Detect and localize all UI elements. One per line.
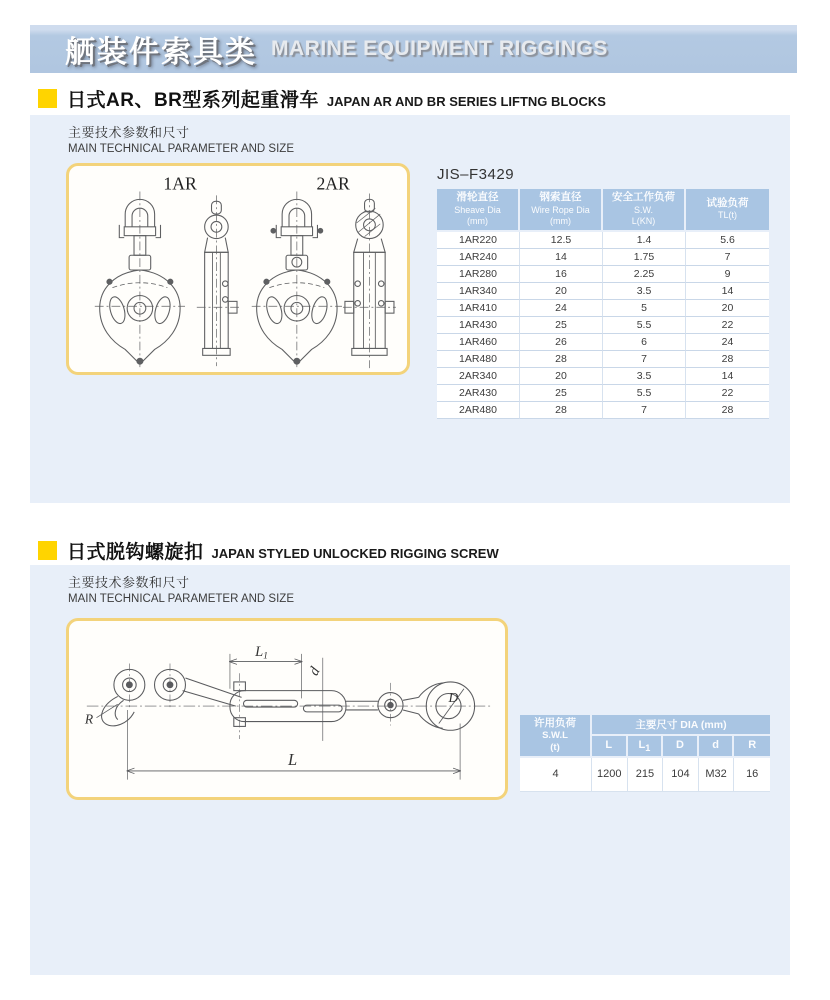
table-cell: 22 (686, 385, 769, 402)
table-row (437, 334, 769, 351)
table-cell: 1AR480 (437, 351, 520, 368)
column-header-swl: 安全工作负荷 S.W. L(KN) (603, 189, 686, 232)
parameter-caption (68, 572, 294, 605)
drawing-box-lifting-blocks (66, 163, 410, 375)
table-cell: 5.6 (686, 232, 769, 249)
parameter-caption (68, 122, 294, 155)
table-cell: 25 (520, 317, 603, 334)
table-row (437, 266, 769, 283)
drawing-label-1ar: 1AR (163, 173, 197, 194)
table-cell: 1AR340 (437, 283, 520, 300)
table-cell: 215 (628, 758, 664, 792)
table-cell: 28 (520, 402, 603, 419)
column-header-L1: $L_1$ (628, 736, 664, 757)
table-row (437, 368, 769, 385)
table-cell: 1AR410 (437, 300, 520, 317)
table-cell: 20 (520, 368, 603, 385)
table-row (437, 385, 769, 402)
table-cell: 104 (663, 758, 699, 792)
section-title-zh: 日式AR、BR型系列起重滑车 (67, 90, 319, 111)
table-cell: 1.4 (603, 232, 686, 249)
ring-label-d: D (448, 690, 459, 706)
standard-label: JIS–F3429 (437, 166, 515, 183)
dim-label-l: L (287, 750, 298, 770)
table-cell: 1AR240 (437, 249, 520, 266)
rigging-screw-drawing (69, 621, 505, 797)
section-title-zh: 日式脱钩螺旋扣 (67, 542, 204, 563)
table-cell: 7 (686, 249, 769, 266)
table-cell: 22 (686, 317, 769, 334)
rigging-screw-spec-table (520, 715, 770, 792)
rigging-screw-table-body (520, 758, 770, 792)
section-title-en: JAPAN STYLED UNLOCKED RIGGING SCREW (211, 545, 499, 561)
table-cell: 26 (520, 334, 603, 351)
section-panel-rigging-screw (30, 565, 790, 975)
table-row (437, 249, 769, 266)
table-cell: 12.5 (520, 232, 603, 249)
table-row (520, 758, 770, 792)
table-cell: 1AR460 (437, 334, 520, 351)
table-cell: 24 (686, 334, 769, 351)
table-cell: 25 (520, 385, 603, 402)
column-group-header-dimensions: 主要尺寸 DIA (mm) (592, 715, 770, 736)
table-cell: 5.5 (603, 385, 686, 402)
table-cell: 2.25 (603, 266, 686, 283)
table-cell: 14 (686, 368, 769, 385)
column-header-d: d (699, 736, 735, 757)
banner-title-zh: 舾装件索具类 (65, 36, 257, 69)
table-cell: 20 (686, 300, 769, 317)
table-cell: 16 (734, 758, 770, 792)
blocks-spec-table (437, 189, 769, 419)
blocks-table-body (437, 232, 769, 419)
table-cell: 1AR220 (437, 232, 520, 249)
column-header-test-load: 试验负荷 TL(t) (686, 189, 769, 232)
page-banner (30, 25, 797, 73)
table-row (437, 351, 769, 368)
parameter-caption-en: MAIN TECHNICAL PARAMETER AND SIZE (68, 593, 294, 605)
table-cell: 1AR430 (437, 317, 520, 334)
table-row (437, 402, 769, 419)
drawing-label-2ar: 2AR (316, 173, 350, 194)
table-cell: 2AR430 (437, 385, 520, 402)
banner-title-en: MARINE EQUIPMENT RIGGINGS (271, 37, 608, 60)
column-header-sheave-dia: 滑轮直径 Sheave Dia (mm) (437, 189, 520, 232)
parameter-caption-zh: 主要技术参数和尺寸 (68, 125, 190, 140)
table-row (437, 317, 769, 334)
column-header-wire-rope-dia: 钢索直径 Wire Rope Dia (mm) (520, 189, 603, 232)
yellow-square-bullet-icon (38, 541, 57, 560)
table-cell: 7 (603, 351, 686, 368)
column-header-swl: 许用负荷 S.W.L (t) (520, 715, 592, 758)
column-header-D: D (663, 736, 699, 757)
table-cell: 28 (686, 402, 769, 419)
table-cell: 1200 (592, 758, 628, 792)
table-cell: 4 (520, 758, 592, 792)
table-row (437, 232, 769, 249)
table-cell: 28 (686, 351, 769, 368)
section-title-en: JAPAN AR AND BR SERIES LIFTNG BLOCKS (326, 93, 606, 109)
table-cell: 14 (520, 249, 603, 266)
table-cell: 6 (603, 334, 686, 351)
dim-label-d: d (306, 664, 324, 679)
table-cell: 24 (520, 300, 603, 317)
table-cell: 1AR280 (437, 266, 520, 283)
table-cell: 1.75 (603, 249, 686, 266)
section-heading-rigging-screw (38, 537, 499, 564)
table-cell: 20 (520, 283, 603, 300)
parameter-caption-zh: 主要技术参数和尺寸 (68, 575, 190, 590)
section-panel-lifting-blocks (30, 115, 790, 503)
table-cell: 2AR480 (437, 402, 520, 419)
table-cell: 9 (686, 266, 769, 283)
column-header-L: L (592, 736, 628, 757)
lifting-blocks-drawing (69, 166, 407, 372)
table-cell: 2AR340 (437, 368, 520, 385)
section-heading-lifting-blocks (38, 85, 606, 112)
header-row (437, 189, 769, 232)
table-cell: 14 (686, 283, 769, 300)
dim-label-r: R (84, 711, 94, 727)
table-row (437, 300, 769, 317)
yellow-square-bullet-icon (38, 89, 57, 108)
table-cell: M32 (699, 758, 735, 792)
column-header-R: R (734, 736, 770, 757)
table-cell: 16 (520, 266, 603, 283)
table-cell: 28 (520, 351, 603, 368)
table-cell: 3.5 (603, 368, 686, 385)
dim-label-l1: $L_1$ (255, 643, 268, 662)
header-row (520, 715, 770, 736)
parameter-caption-en: MAIN TECHNICAL PARAMETER AND SIZE (68, 143, 294, 155)
table-row (437, 283, 769, 300)
table-cell: 5 (603, 300, 686, 317)
table-cell: 5.5 (603, 317, 686, 334)
table-cell: 3.5 (603, 283, 686, 300)
table-cell: 7 (603, 402, 686, 419)
drawing-box-rigging-screw (66, 618, 508, 800)
